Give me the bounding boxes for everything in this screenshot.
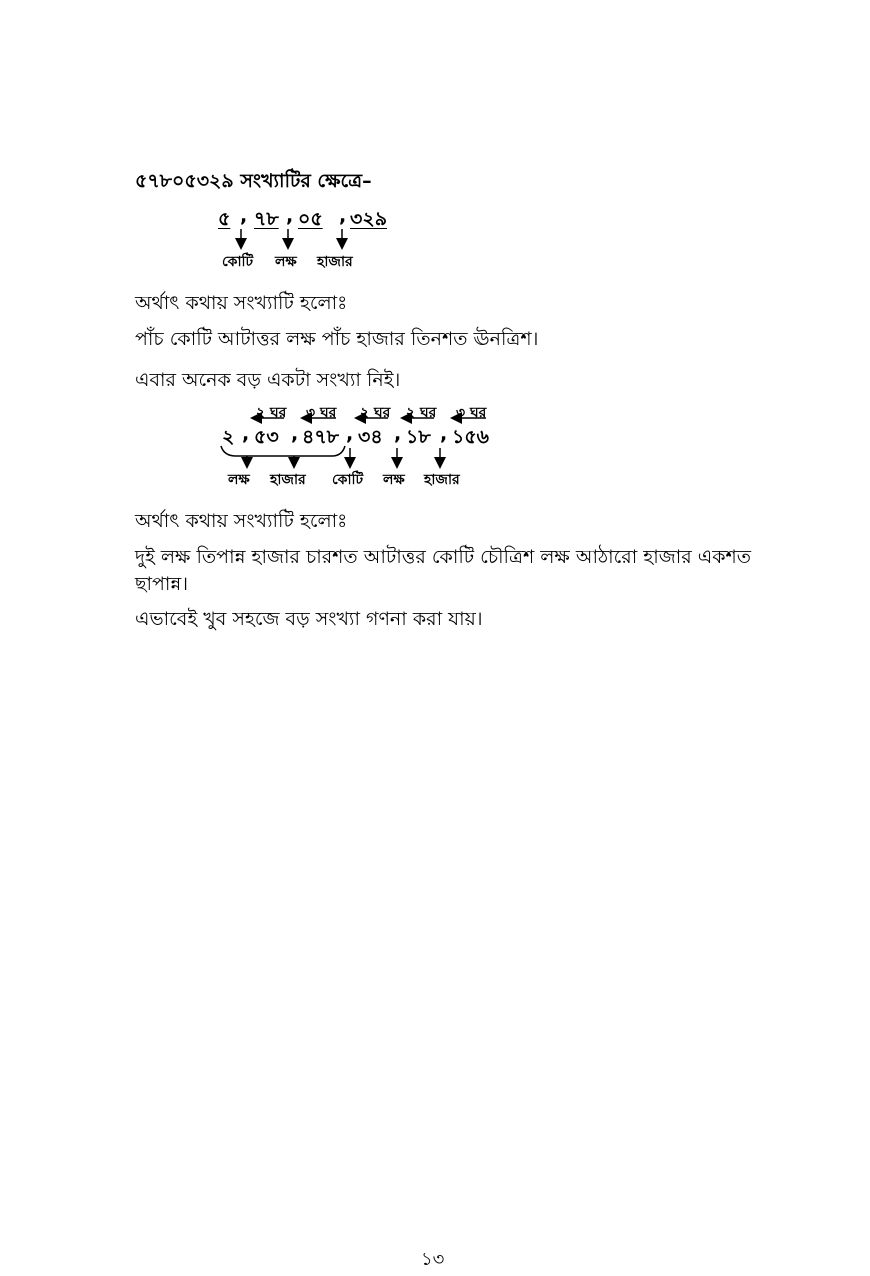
label-koti: কোটি: [222, 254, 254, 270]
para3-words-line2: ছাপান্ন।: [135, 573, 189, 595]
comma: ,: [339, 205, 347, 227]
group-6: ১৫৬: [452, 426, 490, 448]
label-lokkho: লক্ষ: [275, 254, 297, 270]
label-lokkho: লক্ষ: [228, 472, 250, 488]
comma: ,: [440, 423, 448, 445]
para4: এভাবেই খুব সহজে বড় সংখ্যা গণনা করা যায়।: [135, 608, 483, 630]
comma: ,: [291, 423, 299, 445]
group-1: ২: [222, 426, 235, 448]
label-hajar: হাজার: [424, 472, 460, 488]
ghor-label: ২ ঘর: [256, 405, 287, 421]
group-4: ৩২৯: [350, 208, 388, 230]
ghor-label: ২ ঘর: [360, 405, 391, 421]
label-lokkho: লক্ষ: [383, 472, 405, 488]
para3-intro: অর্থাৎ কথায় সংখ্যাটি হলোঃ: [135, 510, 348, 532]
page-number: ১৩: [421, 1249, 445, 1270]
para3-words-line1: দুই লক্ষ তিপান্ন হাজার চারশত আটাত্তর কোটি চৌত্রিশ লক্ষ আঠারো হাজার একশত: [135, 546, 752, 568]
label-koti: কোটি: [332, 472, 364, 488]
ghor-label: ৩ ঘর: [306, 405, 337, 421]
group-1: ৫: [218, 208, 231, 230]
para2-intro: এবার অনেক বড় একটা সংখ্যা নিই।: [135, 369, 401, 391]
label-hajar: হাজার: [270, 472, 306, 488]
group-2: ৫৩: [254, 426, 279, 448]
comma: ,: [240, 205, 248, 227]
label-hajar: হাজার: [317, 254, 353, 270]
ghor-label: ৩ ঘর: [456, 405, 487, 421]
comma: ,: [286, 205, 294, 227]
comma: ,: [346, 423, 354, 445]
group-3: ০৫: [298, 208, 323, 230]
group-3: ৪৭৮: [302, 426, 340, 448]
comma: ,: [242, 423, 250, 445]
group-5: ১৮: [406, 426, 431, 448]
group-2: ৭৮: [254, 208, 279, 230]
group-4: ৩৪: [358, 426, 383, 448]
para1-intro: অর্থাৎ কথায় সংখ্যাটি হলোঃ: [135, 292, 348, 314]
ghor-label: ২ ঘর: [406, 405, 437, 421]
para1-words: পাঁচ কোটি আটাত্তর লক্ষ পাঁচ হাজার তিনশত ঊনত্রিশ।: [135, 328, 539, 350]
comma: ,: [394, 423, 402, 445]
example1-heading: ৫৭৮০৫৩২৯ সংখ্যাটির ক্ষেত্রে–: [135, 170, 372, 192]
